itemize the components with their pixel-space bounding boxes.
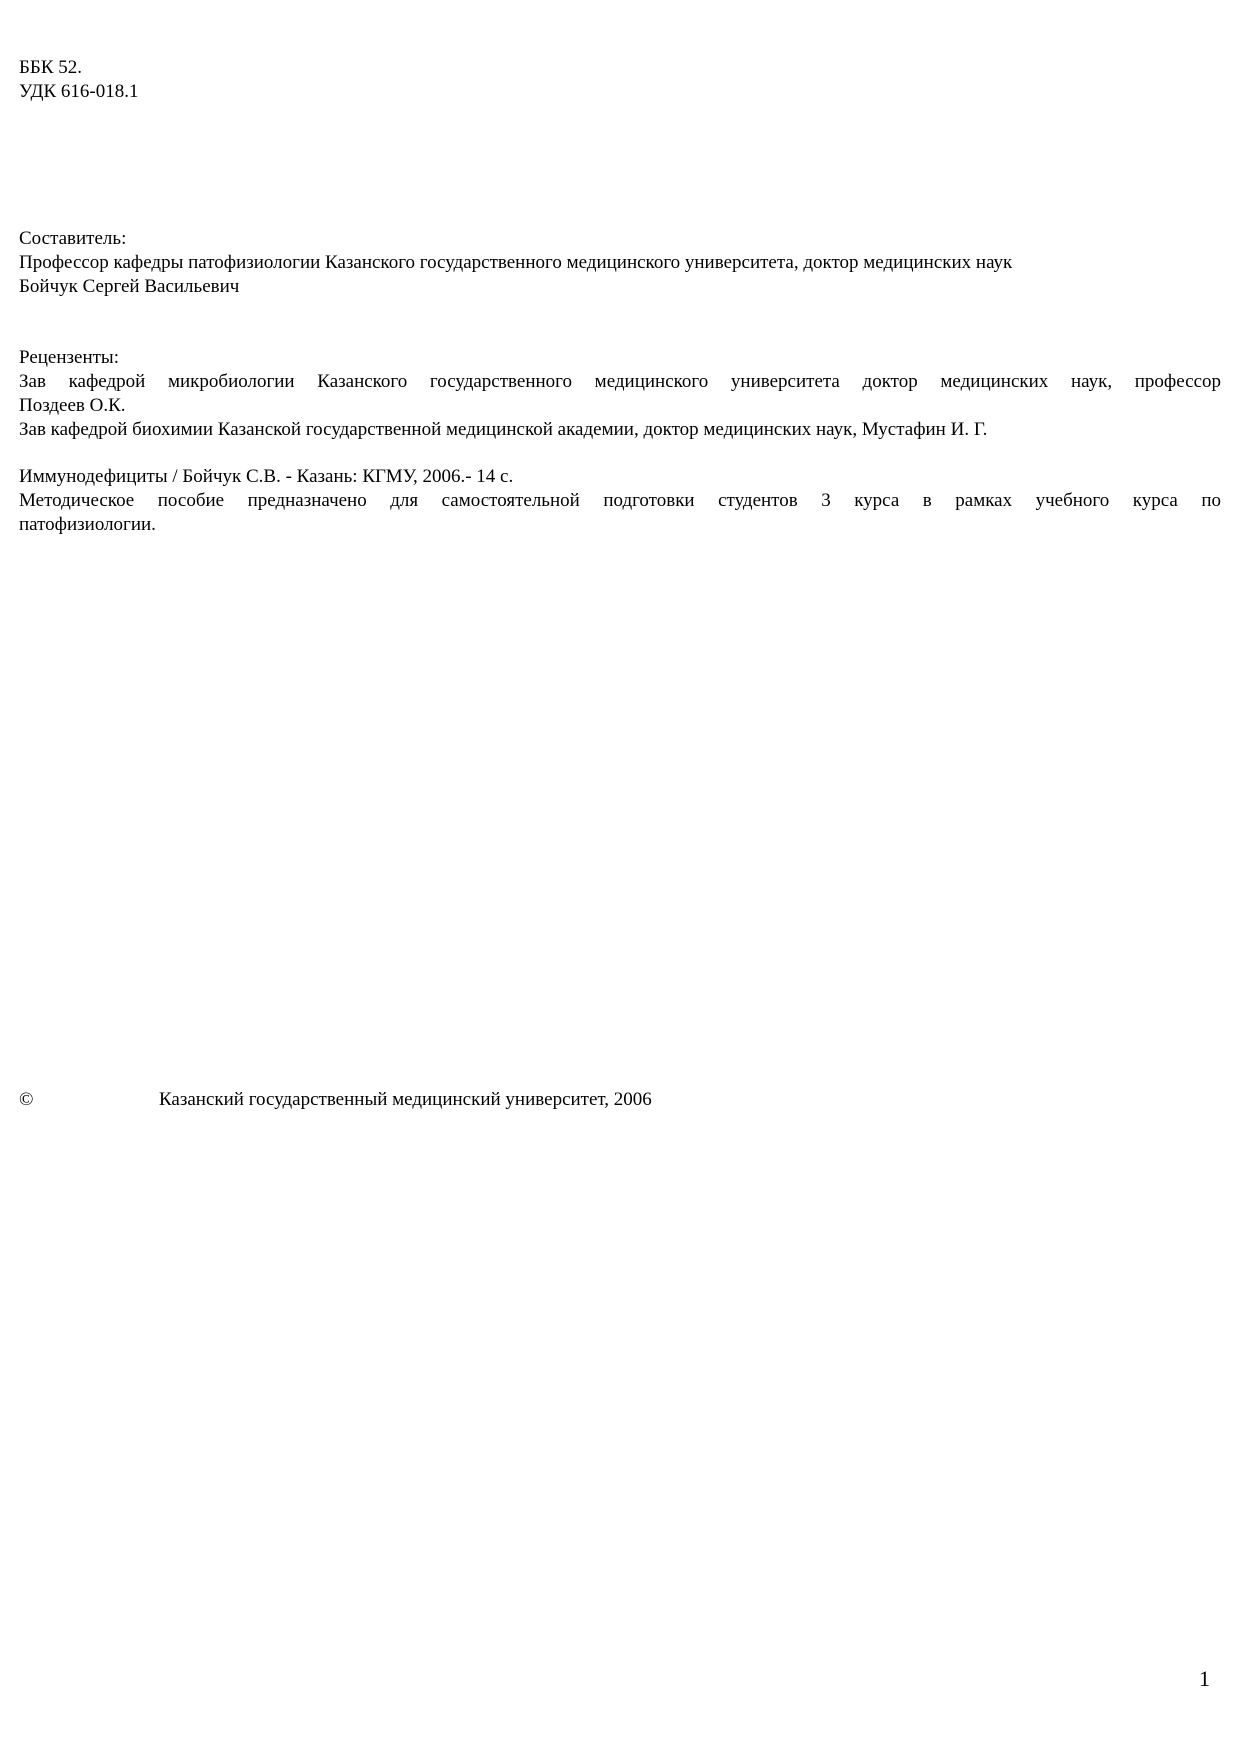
- reviewer-1-line-1: Зав кафедрой микробиологии Казанского государственного медицинского университета доктор медицинских наук, профессор: [19, 371, 1221, 392]
- copyright-text: Казанский государственный медицинский университет, 2006: [159, 1089, 652, 1110]
- reviewers-heading: Рецензенты:: [19, 347, 119, 368]
- page-number: 1: [1199, 1666, 1210, 1691]
- description-line-1: Методическое пособие предназначено для самостоятельной подготовки студентов 3 курса в рамках учебного курса по: [19, 490, 1221, 511]
- copyright-symbol: ©: [19, 1089, 34, 1110]
- compiler-position: Профессор кафедры патофизиологии Казанского государственного медицинского университета, доктор медицинских наук: [19, 252, 1013, 273]
- compiler-name: Бойчук Сергей Васильевич: [19, 276, 240, 297]
- reviewer-2: Зав кафедрой биохимии Казанской государственной медицинской академии, доктор медицинских наук, Мустафин И. Г.: [19, 419, 988, 440]
- compiler-heading: Составитель:: [19, 228, 127, 249]
- citation: Иммунодефициты / Бойчук С.В. - Казань: КГМУ, 2006.- 14 с.: [19, 466, 514, 487]
- description-line-2: патофизиологии.: [19, 514, 156, 535]
- udk-code: УДК 616-018.1: [19, 81, 139, 102]
- reviewer-1-line-2: Поздеев О.К.: [19, 395, 126, 416]
- bbk-code: ББК 52.: [19, 57, 82, 78]
